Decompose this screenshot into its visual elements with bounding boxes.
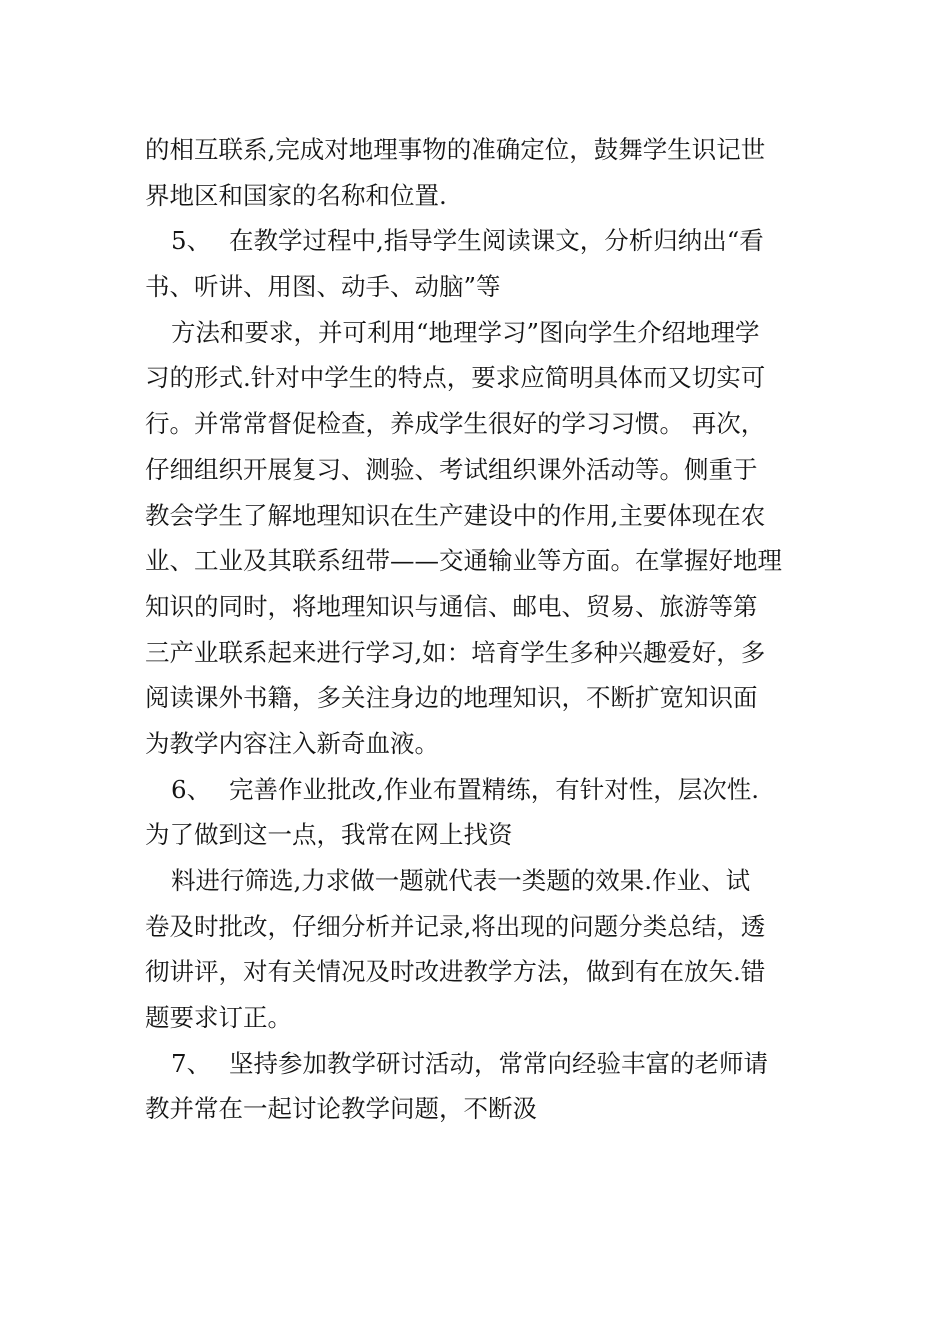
text-line: 方法和要求，并可利用“地理学习”图向学生介绍地理学	[171, 317, 760, 347]
text-line: 教并常在一起讨论教学问题，不断汲	[145, 1094, 537, 1124]
text-line: 在教学过程中,指导学生阅读课文，分析归纳出“看	[229, 226, 764, 256]
list-item-5	[145, 218, 810, 264]
text-line: 为了做到这一点，我常在网上找资	[145, 820, 513, 850]
text-line: 完善作业批改,作业布置精练，有针对性，层次性.	[229, 774, 760, 804]
list-item-6	[145, 767, 810, 813]
text-line: 教会学生了解地理知识在生产建设中的作用,主要体现在农	[145, 500, 766, 530]
item-number: 7、	[171, 1048, 212, 1078]
text-line: 书、听讲、用图、动手、动脑”等	[145, 272, 501, 302]
document-body	[145, 127, 810, 1132]
text-line: 料进行筛选,力求做一题就代表一类题的效果.作业、试	[171, 866, 751, 895]
text-line: 界地区和国家的名称和位置.	[145, 180, 447, 210]
text-line: 为教学内容注入新奇血液。	[145, 728, 439, 758]
item-number: 5、	[171, 226, 212, 256]
text-line: 卷及时批改，仔细分析并记录,将出现的问题分类总结，透	[145, 911, 766, 941]
text-line: 行。并常常督促检查，养成学生很好的学习习惯。 再次，	[145, 409, 766, 439]
text-line: 题要求订正。	[145, 1003, 292, 1033]
text-line: 的相互联系,完成对地理事物的准确定位，鼓舞学生识记世	[145, 135, 766, 164]
text-line: 阅读课外书籍，多关注身边的地理知识，不断扩宽知识面	[145, 683, 758, 713]
list-item-7	[145, 1041, 810, 1087]
text-line: 仔细组织开展复习、测验、考试组织课外活动等。侧重于	[145, 454, 758, 484]
text-line: 习的形式.针对中学生的特点，要求应简明具体而又切实可	[145, 363, 766, 393]
text-line: 彻讲评，对有关情况及时改进教学方法，做到有在放矢.错	[145, 957, 766, 987]
text-line: 业、工业及其联系纽带——交通输业等方面。在掌握好地理	[145, 546, 782, 576]
text-line: 知识的同时，将地理知识与通信、邮电、贸易、旅游等第	[145, 591, 758, 621]
text-line: 坚持参加教学研讨活动，常常向经验丰富的老师请	[229, 1048, 768, 1078]
item-number: 6、	[171, 774, 212, 804]
text-line: 三产业联系起来进行学习,如：培育学生多种兴趣爱好，多	[145, 637, 766, 667]
